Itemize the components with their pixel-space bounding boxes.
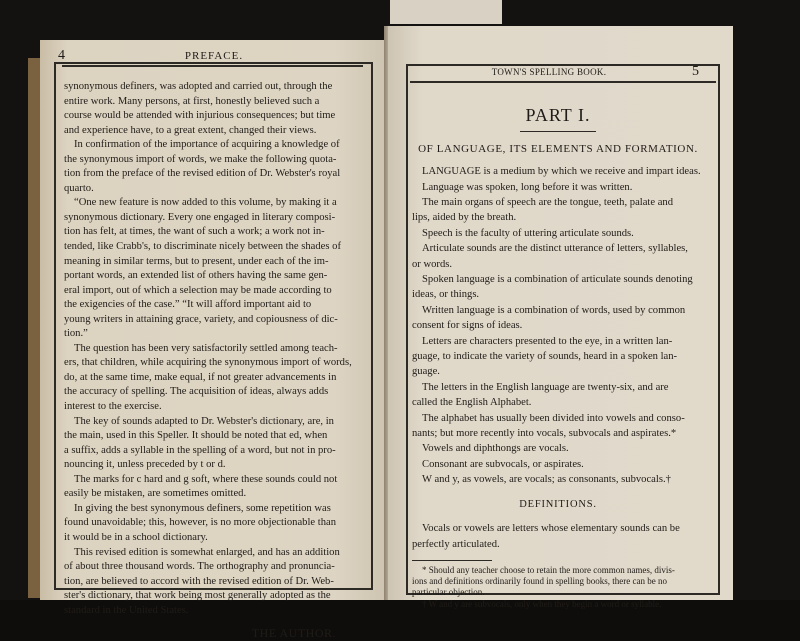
text-line: tion from the preface of the revised edition of Dr. Webster's royal — [64, 168, 341, 180]
text-line: synonymous dictionary. Every one engaged in literary composi- — [64, 211, 336, 223]
text-line: Consonant are subvocals, or aspirates. — [422, 458, 584, 470]
text-line: easily be mistaken, are sometimes omitted. — [64, 488, 247, 500]
text-line: it would be in a school dictionary. — [64, 531, 208, 543]
text-line: lips, aided by the breath. — [412, 212, 517, 224]
text-line: nants; but more recently into vocals, subvocals and aspirates.* — [412, 428, 677, 439]
right-page-text — [412, 95, 704, 610]
part-title: PART I. — [525, 105, 591, 125]
text-line: LANGUAGE is a medium by which we receive and impart ideas. — [422, 166, 701, 178]
text-line: course would be attended with injurious consequences; but time — [64, 110, 336, 122]
text-line: In giving the best synonymous definers, some repetition was — [74, 502, 331, 514]
text-line: Speech is the faculty of uttering articulate sounds. — [422, 227, 634, 239]
text-line: Language was spoken, long before it was written. — [422, 181, 633, 193]
text-line: the synonymous import of words, we make the following quota- — [64, 153, 337, 165]
text-line: ideas, or things. — [412, 289, 480, 301]
language-definitions — [412, 164, 704, 488]
text-line: consent for signs of ideas. — [412, 320, 523, 332]
text-line: The main organs of speech are the tongue, teeth, palate and — [422, 196, 674, 208]
text-line: The marks for c hard and g soft, where these sounds could not — [74, 473, 338, 485]
footnote-line: ions and definitions ordinarily found in spelling books, there can be no — [412, 576, 667, 587]
text-line: quarto. — [64, 182, 94, 194]
text-line: the exigencies of the case.” “It will afford important aid to — [64, 299, 312, 311]
footnote-line: † W and y are subvocals, only when they begin a word or syllable. — [422, 598, 662, 609]
left-page-number: 4 — [58, 48, 66, 63]
text-line: portant words, an extended list of others having the same gen- — [64, 270, 328, 282]
text-line: of about three thousand words. The orthography and pronuncia- — [64, 561, 335, 573]
text-line: do, at the same time, make equal, if not greater advancements in — [64, 371, 337, 383]
text-line: The alphabet has usually been divided into vowels and conso- — [422, 412, 685, 424]
text-line: This revised edition is somewhat enlarged, and has an addition — [74, 546, 340, 558]
text-line: The key of sounds adapted to Dr. Webster's dictionary, are, in — [74, 415, 334, 427]
title-rule — [520, 131, 596, 132]
text-line: Spoken language is a combination of articulate sounds denoting — [422, 273, 693, 285]
text-line: tended, like Crabb's, to discriminate nicely between the shades of — [64, 241, 341, 253]
text-line: ster's dictionary, that work being most generally adopted as the — [64, 590, 331, 602]
text-line: and experience have, to a great extent, changed their views. — [64, 124, 317, 136]
text-line: a suffix, adds a syllable in the spelling of a word, but not in pro- — [64, 444, 336, 456]
footnotes — [412, 565, 704, 610]
text-line: meaning in similar terms, but to present, under each of the im- — [64, 255, 329, 267]
text-line: tion.” — [64, 328, 88, 340]
text-line: found unavoidable; this, however, is no more objectionable than — [64, 517, 337, 529]
right-header-rule — [410, 81, 716, 83]
text-line: perfectly articulated. — [412, 538, 500, 550]
text-line: eral import, out of which a selection may be made according to — [64, 284, 332, 296]
section-title: OF LANGUAGE, ITS ELEMENTS AND FORMATION. — [418, 142, 698, 155]
footnote-rule — [412, 560, 492, 561]
definitions-title: DEFINITIONS. — [519, 498, 597, 510]
author-signature: THE AUTHOR. — [251, 626, 336, 641]
text-line: ers, that children, while acquiring the synonymous import of words, — [64, 357, 352, 369]
definitions-text — [412, 521, 704, 552]
text-line: guage, to indicate the variety of sounds, heard in a spoken lan- — [412, 350, 678, 362]
text-line: The letters in the English language are twenty-six, and are — [422, 381, 669, 393]
text-line: the main, used in this Speller. It should be noted that ed, when — [64, 430, 328, 442]
text-line: “One new feature is now added to this volume, by making it a — [74, 197, 337, 209]
text-line: entire work. Many persons, at first, honestly believed such a — [64, 95, 320, 107]
text-line: Letters are characters presented to the eye, in a written lan- — [422, 335, 673, 347]
text-line: Vocals or vowels are letters whose elementary sounds can be — [422, 523, 680, 535]
text-line: guage. — [412, 366, 440, 378]
footnote-line: * Should any teacher choose to retain the more common names, divis- — [422, 564, 675, 575]
left-running-head: PREFACE. — [184, 50, 244, 62]
left-page-text — [64, 80, 364, 641]
text-line: The question has been very satisfactorily settled among teach- — [74, 342, 338, 354]
text-line: young writers in attaining grace, variety, and copiousness of dic- — [64, 313, 338, 325]
text-line: tion has felt, at times, the want of such a work; a work not in- — [64, 226, 325, 238]
text-line: standard in the United States. — [64, 604, 189, 616]
left-page — [40, 40, 388, 641]
text-line: tion, are believed to accord with the revised edition of Dr. Web- — [64, 575, 334, 587]
text-line: In confirmation of the importance of acquiring a knowledge of — [74, 139, 340, 151]
text-line: the accuracy of spelling. The acquisition of ideas, always adds — [64, 386, 329, 398]
text-line: nouncing it, unless preceded by t or d. — [64, 459, 226, 471]
right-running-head: TOWN'S SPELLING BOOK. — [491, 67, 607, 77]
text-line: or words. — [412, 258, 453, 270]
text-line: Articulate sounds are the distinct utterance of letters, syllables, — [422, 243, 688, 255]
text-line: interest to the exercise. — [64, 401, 162, 413]
text-line: Vowels and diphthongs are vocals. — [422, 443, 569, 455]
text-line: W and y, as vowels, are vocals; as consonants, subvocals.† — [422, 474, 671, 486]
text-line: called the English Alphabet. — [412, 397, 532, 409]
paper-bookmark — [390, 0, 502, 24]
footnote-line: particular objection. — [412, 587, 485, 598]
right-page-number: 5 — [692, 64, 700, 79]
text-line: Written language is a combination of words, used by common — [422, 304, 686, 316]
text-line: synonymous definers, was adopted and carried out, through the — [64, 81, 333, 92]
right-page — [388, 26, 733, 609]
